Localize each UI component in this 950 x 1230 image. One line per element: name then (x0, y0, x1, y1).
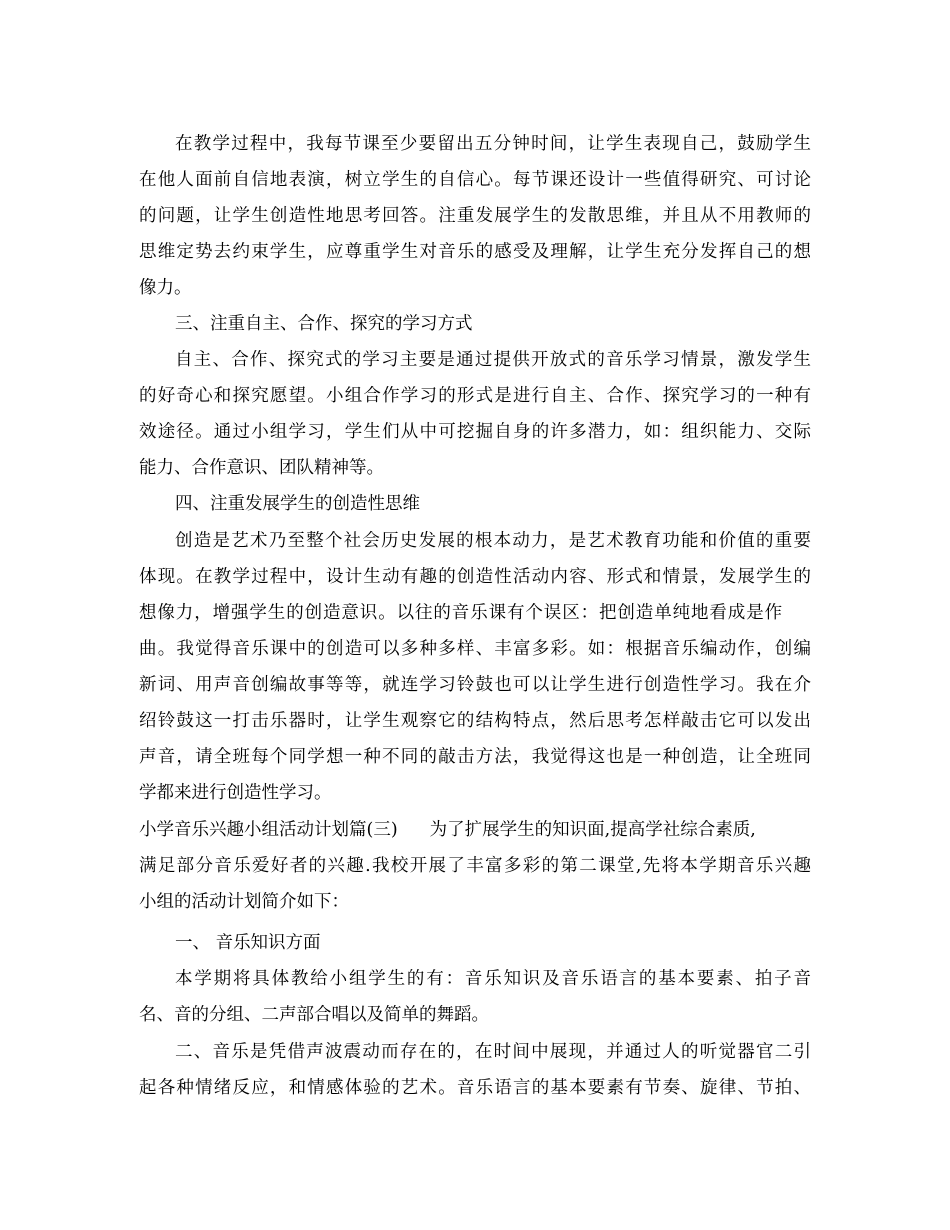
paragraph-line: 本学期将具体教给小组学生的有：音乐知识及音乐语言的基本要素、拍子音 (175, 969, 811, 989)
paragraph-line: 曲。我觉得音乐课中的创造可以多种多样、丰富多彩。如：根据音乐编动作，创编 (139, 639, 811, 659)
paragraph-line: 绍铃鼓这一打击乐器时，让学生观察它的结构特点，然后思考怎样敲击它可以发出 (139, 711, 811, 731)
plan-heading-line (139, 818, 811, 842)
paragraph-line: 在他人面前自信地表演，树立学生的自信心。每节课还设计一些值得研究、可讨论 (139, 170, 811, 190)
plan-intro: 为了扩展学生的知识面,提高学社综合素质, (429, 820, 756, 840)
paragraph-line: 能力、合作意识、团队精神等。 (139, 458, 384, 478)
paragraph-line: 在教学过程中，我每节课至少要留出五分钟时间，让学生表现自己，鼓励学生 (175, 134, 811, 154)
paragraph-line: 创造是艺术乃至整个社会历史发展的根本动力，是艺术教育功能和价值的重要 (175, 531, 811, 551)
paragraph-line: 新词、用声音创编故事等等，就连学习铃鼓也可以让学生进行创造性学习。我在介 (139, 675, 811, 695)
paragraph-line: 体现。在教学过程中，设计生动有趣的创造性活动内容、形式和情景，发展学生的 (139, 567, 811, 587)
paragraph-line: 起各种情绪反应，和情感体验的艺术。音乐语言的基本要素有节奏、旋律、节拍、 (139, 1078, 811, 1098)
paragraph-line: 像力。 (139, 278, 192, 298)
paragraph-line: 想像力，增强学生的创造意识。以往的音乐课有个误区：把创造单纯地看成是作 (139, 603, 783, 623)
plan-title: 小学音乐兴趣小组活动计划篇(三) (139, 820, 398, 840)
paragraph-line: 效途径。通过小组学习，学生们从中可挖掘自身的许多潜力，如：组织能力、交际 (139, 422, 811, 442)
section-heading: 四、注重发展学生的创造性思维 (175, 494, 420, 514)
paragraph-line: 满足部分音乐爱好者的兴趣.我校开展了丰富多彩的第二课堂,先将本学期音乐兴趣 (139, 856, 811, 876)
paragraph-line: 自主、合作、探究式的学习主要是通过提供开放式的音乐学习情景，激发学生 (175, 350, 811, 370)
section-heading: 三、注重自主、合作、探究的学习方式 (175, 314, 473, 334)
paragraph-line: 的好奇心和探究愿望。小组合作学习的形式是进行自主、合作、探究学习的一种有 (139, 386, 811, 406)
paragraph-line: 学都来进行创造性学习。 (139, 783, 332, 803)
section-heading: 一、 音乐知识方面 (175, 933, 321, 953)
paragraph-line: 小组的活动计划简介如下： (139, 892, 349, 912)
paragraph-line: 二、音乐是凭借声波震动而存在的，在时间中展现，并通过人的听觉器官二引 (175, 1042, 811, 1062)
paragraph-line: 思维定势去约束学生，应尊重学生对音乐的感受及理解，让学生充分发挥自己的想 (139, 242, 811, 262)
paragraph-line: 名、音的分组、二声部合唱以及简单的舞蹈。 (139, 1005, 489, 1025)
paragraph-line: 的问题，让学生创造性地思考回答。注重发展学生的发散思维，并且从不用教师的 (139, 206, 811, 226)
paragraph-line: 声音，请全班每个同学想一种不同的敲击方法，我觉得这也是一种创造，让全班同 (139, 747, 811, 767)
